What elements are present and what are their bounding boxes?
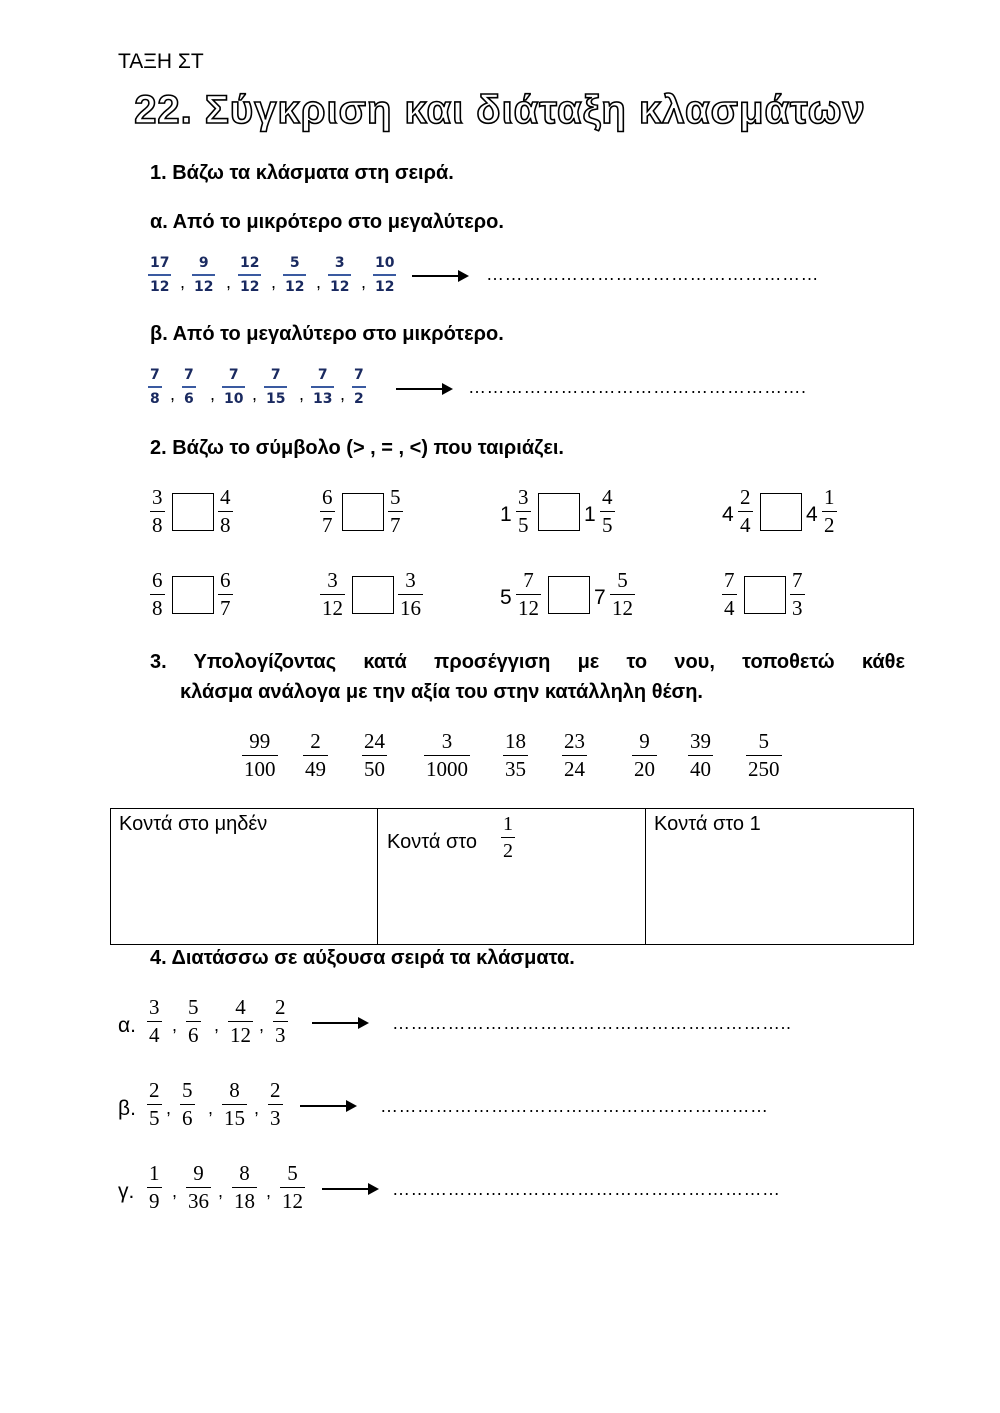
fraction-left bbox=[738, 487, 753, 536]
numerator: 2 bbox=[270, 1078, 281, 1102]
exercise-1-heading: 1. Βάζω τα κλάσματα στη σειρά. bbox=[150, 162, 454, 184]
numerator: 2 bbox=[275, 995, 286, 1019]
answer-line[interactable]: ……………………………………………………… bbox=[380, 1096, 769, 1116]
numerator: 2 bbox=[310, 729, 321, 753]
denominator: 5 bbox=[602, 513, 613, 537]
numerator: 24 bbox=[364, 729, 385, 753]
denominator: 100 bbox=[244, 757, 276, 781]
fraction bbox=[242, 731, 278, 780]
fraction bbox=[283, 256, 306, 294]
denominator: 12 bbox=[282, 1189, 303, 1213]
denominator: 40 bbox=[690, 757, 711, 781]
fraction-right bbox=[218, 487, 233, 536]
arrow-right-icon bbox=[312, 1022, 367, 1024]
cell-near-one[interactable] bbox=[646, 809, 914, 945]
fraction bbox=[503, 731, 528, 780]
fraction bbox=[228, 997, 253, 1046]
numerator: 5 bbox=[390, 485, 401, 509]
numerator: 8 bbox=[229, 1078, 240, 1102]
page-title: 22. Σύγκριση και διάταξη κλασμάτων bbox=[134, 88, 866, 132]
numerator: 5 bbox=[758, 729, 769, 753]
fraction bbox=[148, 368, 162, 406]
denominator: 6 bbox=[182, 1106, 193, 1130]
comma: , bbox=[254, 1098, 260, 1118]
arrow-right-icon bbox=[396, 388, 451, 390]
denominator: 5 bbox=[518, 513, 529, 537]
fraction bbox=[280, 1163, 305, 1212]
fraction bbox=[192, 256, 215, 294]
denominator: 4 bbox=[740, 513, 751, 537]
fraction-right bbox=[822, 487, 837, 536]
fraction-left bbox=[150, 487, 165, 536]
comparison-symbol-box[interactable] bbox=[342, 493, 384, 531]
fraction bbox=[273, 997, 288, 1046]
denominator: 8 bbox=[152, 513, 163, 537]
numerator: 5 bbox=[188, 995, 199, 1019]
numerator: 3 bbox=[518, 485, 529, 509]
numerator: 9 bbox=[198, 255, 209, 271]
denominator: 50 bbox=[364, 757, 385, 781]
grade-label: ΤΑΞΗ ΣΤ bbox=[118, 50, 204, 73]
numerator: 2 bbox=[149, 1078, 160, 1102]
comparison-symbol-box[interactable] bbox=[760, 493, 802, 531]
fraction bbox=[147, 1163, 162, 1212]
fraction-right bbox=[600, 487, 615, 536]
numerator: 5 bbox=[287, 1161, 298, 1185]
fraction bbox=[222, 1080, 247, 1129]
denominator: 5 bbox=[149, 1106, 160, 1130]
fraction bbox=[222, 368, 245, 406]
numerator: 17 bbox=[150, 255, 170, 271]
numerator: 4 bbox=[235, 995, 246, 1019]
cell-near-zero-label: Κοντά στο μηδέν bbox=[119, 813, 268, 835]
exercise-1b-label: β. Από το μεγαλύτερο στο μικρότερο. bbox=[150, 323, 504, 345]
denominator: 12 bbox=[612, 596, 633, 620]
whole-number: 1 bbox=[584, 503, 596, 526]
classification-table bbox=[110, 808, 914, 945]
denominator: 20 bbox=[634, 757, 655, 781]
whole-number: 4 bbox=[722, 503, 734, 526]
numerator: 9 bbox=[193, 1161, 204, 1185]
numerator: 9 bbox=[639, 729, 650, 753]
denominator: 18 bbox=[234, 1189, 255, 1213]
fraction bbox=[147, 1080, 162, 1129]
denominator: 12 bbox=[375, 279, 395, 295]
comparison-symbol-box[interactable] bbox=[172, 576, 214, 614]
cell-near-half-label: Κοντά στο bbox=[387, 831, 478, 853]
row-label: γ. bbox=[118, 1180, 135, 1203]
fraction bbox=[186, 997, 201, 1046]
comma: , bbox=[208, 1098, 214, 1118]
denominator: 12 bbox=[230, 1023, 251, 1047]
denominator: 3 bbox=[270, 1106, 281, 1130]
numerator: 99 bbox=[249, 729, 271, 753]
comma: , bbox=[259, 1015, 265, 1035]
answer-line[interactable]: ……………………………………………………… bbox=[392, 1179, 781, 1199]
answer-line-1b[interactable]: ………………………………………………. bbox=[468, 377, 807, 397]
fraction bbox=[303, 731, 328, 780]
exercise-4-heading: 4. Διατάσσω σε αύξουσα σειρά τα κλάσματα. bbox=[150, 947, 575, 969]
comparison-symbol-box[interactable] bbox=[548, 576, 590, 614]
numerator: 7 bbox=[270, 367, 281, 383]
fraction-left bbox=[320, 487, 335, 536]
comma: , bbox=[361, 272, 367, 292]
denominator: 3 bbox=[792, 596, 803, 620]
comma: , bbox=[252, 384, 258, 404]
fraction-left bbox=[516, 487, 531, 536]
denominator: 12 bbox=[194, 279, 214, 295]
fraction bbox=[180, 1080, 195, 1129]
fraction bbox=[238, 256, 261, 294]
fraction bbox=[264, 368, 287, 406]
comma: , bbox=[340, 384, 346, 404]
denominator: 16 bbox=[400, 596, 421, 620]
fraction bbox=[148, 256, 171, 294]
exercise-3-heading-line2: κλάσμα ανάλογα με την αξία του στην κατάλληλη θέση. bbox=[180, 681, 703, 703]
denominator: 3 bbox=[275, 1023, 286, 1047]
fraction-right bbox=[388, 487, 403, 536]
whole-number: 1 bbox=[500, 503, 512, 526]
numerator: 7 bbox=[317, 367, 328, 383]
fraction bbox=[688, 731, 713, 780]
comparison-symbol-box[interactable] bbox=[538, 493, 580, 531]
fraction bbox=[182, 368, 196, 406]
numerator: 3 bbox=[327, 568, 338, 592]
fraction-one-half: 1 2 bbox=[503, 813, 513, 862]
fraction-left bbox=[150, 570, 165, 619]
denominator: 12 bbox=[322, 596, 343, 620]
numerator: 1 bbox=[824, 485, 835, 509]
denominator: 12 bbox=[150, 279, 170, 295]
numerator: 7 bbox=[150, 367, 160, 383]
fraction bbox=[186, 1163, 211, 1212]
denominator: 7 bbox=[390, 513, 401, 537]
numerator: 12 bbox=[240, 255, 260, 271]
comparison-symbol-box[interactable] bbox=[744, 576, 786, 614]
numerator: 3 bbox=[441, 729, 453, 753]
fraction-right bbox=[218, 570, 233, 619]
whole-number: 5 bbox=[500, 586, 512, 609]
numerator: 2 bbox=[740, 485, 751, 509]
cell-near-one-label: Κοντά στο 1 bbox=[654, 813, 761, 835]
numerator: 23 bbox=[564, 729, 585, 753]
comma: , bbox=[210, 384, 216, 404]
fraction bbox=[352, 368, 366, 406]
fraction-right bbox=[610, 570, 635, 619]
numerator: 4 bbox=[602, 485, 613, 509]
denominator: 13 bbox=[313, 391, 333, 407]
cell-near-zero[interactable] bbox=[111, 809, 378, 945]
comma: , bbox=[226, 272, 232, 292]
denominator: 4 bbox=[149, 1023, 160, 1047]
denominator: 12 bbox=[330, 279, 350, 295]
answer-line[interactable]: ……………………………………………………….. bbox=[392, 1013, 792, 1033]
fraction bbox=[373, 256, 396, 294]
comparison-symbol-box[interactable] bbox=[172, 493, 214, 531]
comparison-symbol-box[interactable] bbox=[352, 576, 394, 614]
numerator: 5 bbox=[289, 255, 300, 271]
exercise-3-heading-line1: 3. Υπολογίζοντας κατά προσέγγιση με το νου, τοποθετώ κάθε bbox=[150, 651, 905, 673]
arrow-right-icon bbox=[412, 275, 467, 277]
denominator: 6 bbox=[188, 1023, 199, 1047]
row-label: α. bbox=[118, 1014, 136, 1037]
numerator: 6 bbox=[152, 568, 163, 592]
denominator: 49 bbox=[305, 757, 326, 781]
whole-number: 4 bbox=[806, 503, 818, 526]
exercise-2-heading: 2. Βάζω το σύμβολο (> , = , <) που ταιριάζει. bbox=[150, 437, 564, 459]
comma: , bbox=[316, 272, 322, 292]
denominator: 8 bbox=[152, 596, 163, 620]
fraction bbox=[268, 1080, 283, 1129]
numerator: 7 bbox=[184, 367, 194, 383]
comma: , bbox=[180, 272, 186, 292]
denominator: 12 bbox=[518, 596, 539, 620]
numerator: 7 bbox=[523, 568, 534, 592]
denominator: 4 bbox=[724, 596, 735, 620]
denominator: 1000 bbox=[426, 757, 468, 781]
denominator: 2 bbox=[354, 391, 364, 407]
fraction bbox=[232, 1163, 257, 1212]
denominator: 8 bbox=[220, 513, 231, 537]
comma: , bbox=[172, 1015, 178, 1035]
numerator: 10 bbox=[375, 255, 395, 271]
numerator: 1 bbox=[149, 1161, 160, 1185]
fraction bbox=[362, 731, 387, 780]
denominator: 12 bbox=[285, 279, 305, 295]
denominator: 15 bbox=[224, 1106, 245, 1130]
denominator: 10 bbox=[224, 391, 244, 407]
cell-near-half[interactable] bbox=[378, 809, 646, 945]
fraction bbox=[424, 731, 470, 780]
denominator: 6 bbox=[184, 391, 194, 407]
numerator: 6 bbox=[322, 485, 333, 509]
row-label: β. bbox=[118, 1097, 136, 1120]
numerator: 3 bbox=[334, 255, 345, 271]
denominator: 7 bbox=[322, 513, 333, 537]
fraction-right bbox=[398, 570, 423, 619]
numerator: 7 bbox=[354, 367, 364, 383]
numerator: 7 bbox=[724, 568, 735, 592]
numerator: 5 bbox=[617, 568, 628, 592]
comma: , bbox=[271, 272, 277, 292]
fraction-left bbox=[722, 570, 737, 619]
fraction bbox=[562, 731, 587, 780]
comma: , bbox=[166, 1098, 172, 1118]
comma: , bbox=[214, 1015, 220, 1035]
denominator: 15 bbox=[266, 391, 286, 407]
denominator: 24 bbox=[564, 757, 585, 781]
fraction bbox=[746, 731, 782, 780]
denominator: 2 bbox=[824, 513, 835, 537]
denominator: 7 bbox=[220, 596, 231, 620]
denominator: 12 bbox=[240, 279, 260, 295]
exercise-1a-label: α. Από το μικρότερο στο μεγαλύτερο. bbox=[150, 211, 504, 233]
fraction bbox=[632, 731, 657, 780]
fraction bbox=[311, 368, 334, 406]
numerator: 7 bbox=[792, 568, 803, 592]
fraction-left bbox=[320, 570, 345, 619]
comma: , bbox=[266, 1181, 272, 1201]
numerator: 8 bbox=[239, 1161, 250, 1185]
numerator: 4 bbox=[220, 485, 231, 509]
numerator: 7 bbox=[228, 367, 239, 383]
numerator: 3 bbox=[152, 485, 163, 509]
denominator: 8 bbox=[150, 391, 160, 407]
denominator: 36 bbox=[188, 1189, 209, 1213]
numerator: 39 bbox=[690, 729, 711, 753]
whole-number: 7 bbox=[594, 586, 606, 609]
denominator: 250 bbox=[748, 757, 780, 781]
answer-line-1a[interactable]: ……………………………………………… bbox=[486, 264, 819, 284]
fraction bbox=[147, 997, 162, 1046]
numerator: 18 bbox=[505, 729, 526, 753]
arrow-right-icon bbox=[322, 1188, 377, 1190]
comma: , bbox=[170, 384, 176, 404]
denominator: 35 bbox=[505, 757, 526, 781]
numerator: 6 bbox=[220, 568, 231, 592]
comma: , bbox=[299, 384, 305, 404]
arrow-right-icon bbox=[300, 1105, 355, 1107]
denominator: 9 bbox=[149, 1189, 160, 1213]
numerator: 3 bbox=[149, 995, 160, 1019]
numerator: 3 bbox=[405, 568, 416, 592]
numerator: 5 bbox=[182, 1078, 193, 1102]
fraction-right bbox=[790, 570, 805, 619]
fraction-left bbox=[516, 570, 541, 619]
comma: , bbox=[218, 1181, 224, 1201]
comma: , bbox=[172, 1181, 178, 1201]
fraction bbox=[328, 256, 351, 294]
